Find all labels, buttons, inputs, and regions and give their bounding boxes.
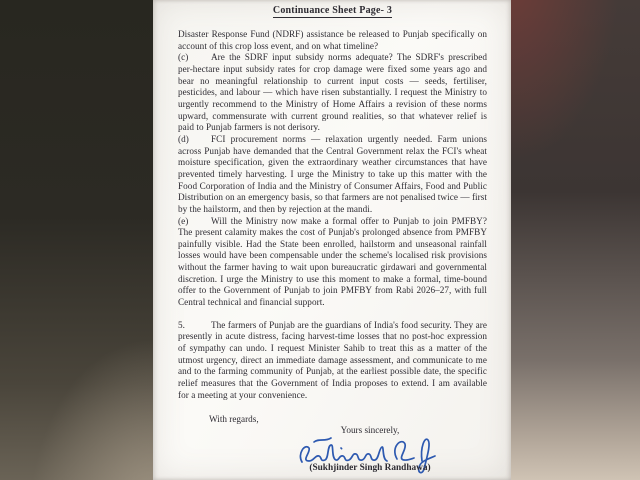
closing-regards: With regards, — [209, 414, 259, 425]
closing-sincerely: Yours sincerely, — [340, 425, 400, 436]
letter-body — [178, 29, 487, 401]
page-title: Continuance Sheet Page- 3 — [272, 5, 393, 16]
backdrop-left — [0, 0, 153, 480]
paragraph-c: (c) Are the SDRF input subsidy norms adequate? The SDRF's prescribed per-hectare input subsidy rates for crop damage were fixed some years ago and bear no meaningful relationship to current input costs — seeds, fertiliser, pesticides, and labour — which have risen substantially. I request the Ministry to urgently recommend to the Ministry of Home Affairs a revision of these norms upward, commensurate with current ground realities, so that whatever relief is paid to Punjab farmers is not derisory. — [178, 52, 487, 133]
paragraph-label: (d) — [178, 133, 189, 144]
paragraph-d: (d) FCI procurement norms — relaxation urgently needed. Farm unions across Punjab have demanded that the Central Government relax the FCI's wheat moisture specification, given the extraordinary weather circumstances that have prevented timely harvesting. I urge the Ministry to take up this matter with the Food Corporation of India and the Ministry of Consumer Affairs, Food and Public Distribution on an emergency basis, so that farmers are not penalised twice — first by the hailstorm, and then by rejection at the mandi. — [178, 133, 487, 214]
paragraph-5: 5. The farmers of Punjab are the guardians of India's food security. They are presently in acute distress, facing harvest-time losses that no post-hoc expression of sympathy can undo. I request Minister Sahib to treat this as a matter of the utmost urgency, direct an immediate damage assessment, and communicate to me and to the farming community of Punjab, at the earliest possible date, the specific relief measures that the Government of India proposes to extend. I am available for a meeting at your convenience. — [178, 319, 487, 400]
signature-name: (Sukhjinder Singh Randhawa) — [309, 463, 431, 474]
paragraph-e: (e) Will the Ministry now make a formal offer to Punjab to join PMFBY? The present calamity makes the cost of Punjab's prolonged absence from PMFBY painfully visible. Had the State been enrolled, hailstorm and unseasonal rainfall losses would have been compensable under the scheme's localised risk provisions without the farmer having to wait upon bureaucratic girdawari and governmental discretion. I urge the Ministry to use this moment to make a formal, time-bound offer to the Government of Punjab to join PMFBY from Rabi 2026–27, with full Central technical and financial support. — [178, 215, 487, 308]
signature-block — [275, 425, 465, 473]
backdrop-right — [511, 0, 640, 480]
paragraph-label: (c) — [178, 52, 189, 63]
paragraph-continuation: Disaster Response Fund (NDRF) assistance be released to Punjab specifically on account of this crop loss event, and on what timeline? — [178, 29, 487, 51]
paragraph-label: (e) — [178, 215, 189, 226]
letter-page — [153, 0, 511, 480]
paragraph-label: 5. — [178, 319, 185, 330]
